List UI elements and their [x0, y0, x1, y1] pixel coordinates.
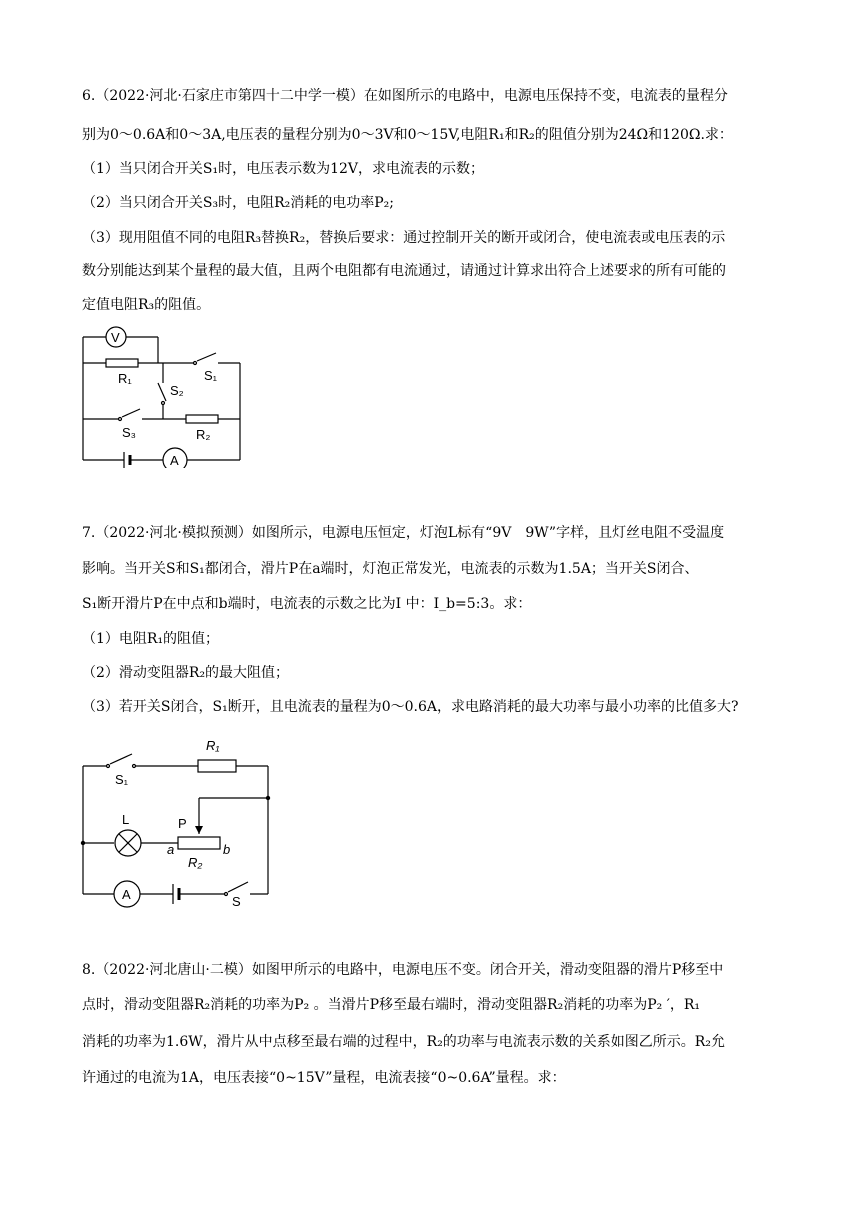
- q7-circuit-diagram: [78, 728, 283, 908]
- q7-a-label: a: [167, 842, 175, 857]
- q6-s1-label: S₁: [204, 368, 218, 383]
- q7-line-1: 7.（2022·河北·模拟预测）如图所示，电源电压恒定，灯泡L标有“9V 9W”字样，且灯丝电阻不受温度: [82, 525, 725, 541]
- q8-line-2: 点时，滑动变阻器R₂消耗的功率为P₂ 。当滑片P移至最右端时，滑动变阻器R₂消耗的功率为P₂ ′，R₁: [82, 997, 701, 1013]
- q6-circuit-diagram: [78, 323, 248, 468]
- q7-lamp-label: L: [122, 812, 130, 827]
- q7-r1-label: R₁: [206, 738, 220, 753]
- q7-r2-label: R₂: [188, 855, 203, 870]
- q6-s2-label: S₂: [170, 383, 184, 398]
- q7-s-label: S: [232, 894, 241, 908]
- q6-line-4: （2）当只闭合开关S₃时，电阻R₂消耗的电功率P₂;: [82, 195, 395, 211]
- q7-line-6: （3）若开关S闭合，S₁断开，且电流表的量程为0～0.6A，求电路消耗的最大功率与最小功率的比值多大?: [82, 699, 739, 715]
- q7-line-2: 影响。当开关S和S₁都闭合，滑片P在a端时，灯泡正常发光，电流表的示数为1.5A；当开关S闭合、: [82, 561, 699, 577]
- q8-line-1: 8.（2022·河北唐山·二模）如图甲所示的电路中，电源电压不变。闭合开关，滑动变阻器的滑片P移至中: [82, 962, 724, 978]
- q6-line-7: 定值电阻R₃的阻值。: [82, 297, 211, 313]
- q8-line-3: 消耗的功率为1.6W，滑片从中点移至最右端的过程中，R₂的功率与电流表示数的关系如图乙所示。R₂允: [82, 1034, 725, 1050]
- q6-line-6: 数分别能达到某个量程的最大值，且两个电阻都有电流通过，请通过计算求出符合上述要求的所有可能的: [82, 263, 726, 279]
- q6-line-2: 别为0～0.6A和0～3A,电压表的量程分别为0～3V和0～15V,电阻R₁和R₂的阻值分别为24Ω和120Ω.求：: [82, 127, 733, 143]
- q7-s1-label: S₁: [115, 772, 129, 787]
- q7-line-3: S₁断开滑片P在中点和b端时，电流表的示数之比为I 中：I_b=5:3。求：: [82, 596, 532, 612]
- q6-line-5: （3）现用阻值不同的电阻R₃替换R₂，替换后要求：通过控制开关的断开或闭合，使电流表或电压表的示: [82, 230, 726, 246]
- q7-ammeter-label: A: [122, 887, 131, 902]
- q7-line-5: （2）滑动变阻器R₂的最大阻值；: [82, 665, 290, 681]
- q6-line-3: （1）当只闭合开关S₁时，电压表示数为12V，求电流表的示数；: [82, 161, 485, 177]
- q6-r2-label: R₂: [196, 427, 211, 442]
- q7-slider-label: P: [178, 816, 187, 831]
- q6-line-1: 6.（2022·河北·石家庄市第四十二中学一模）在如图所示的电路中，电源电压保持不变，电流表的量程分: [82, 88, 728, 104]
- q6-voltmeter-label: V: [111, 330, 120, 345]
- q6-s3-label: S₃: [122, 425, 136, 440]
- q7-b-label: b: [223, 842, 231, 857]
- q7-line-4: （1）电阻R₁的阻值；: [82, 631, 220, 647]
- q8-line-4: 许通过的电流为1A，电压表接“0~15V”量程，电流表接“0~0.6A”量程。求：: [82, 1070, 566, 1086]
- q6-ammeter-label: A: [170, 453, 179, 468]
- q6-r1-label: R₁: [118, 371, 132, 386]
